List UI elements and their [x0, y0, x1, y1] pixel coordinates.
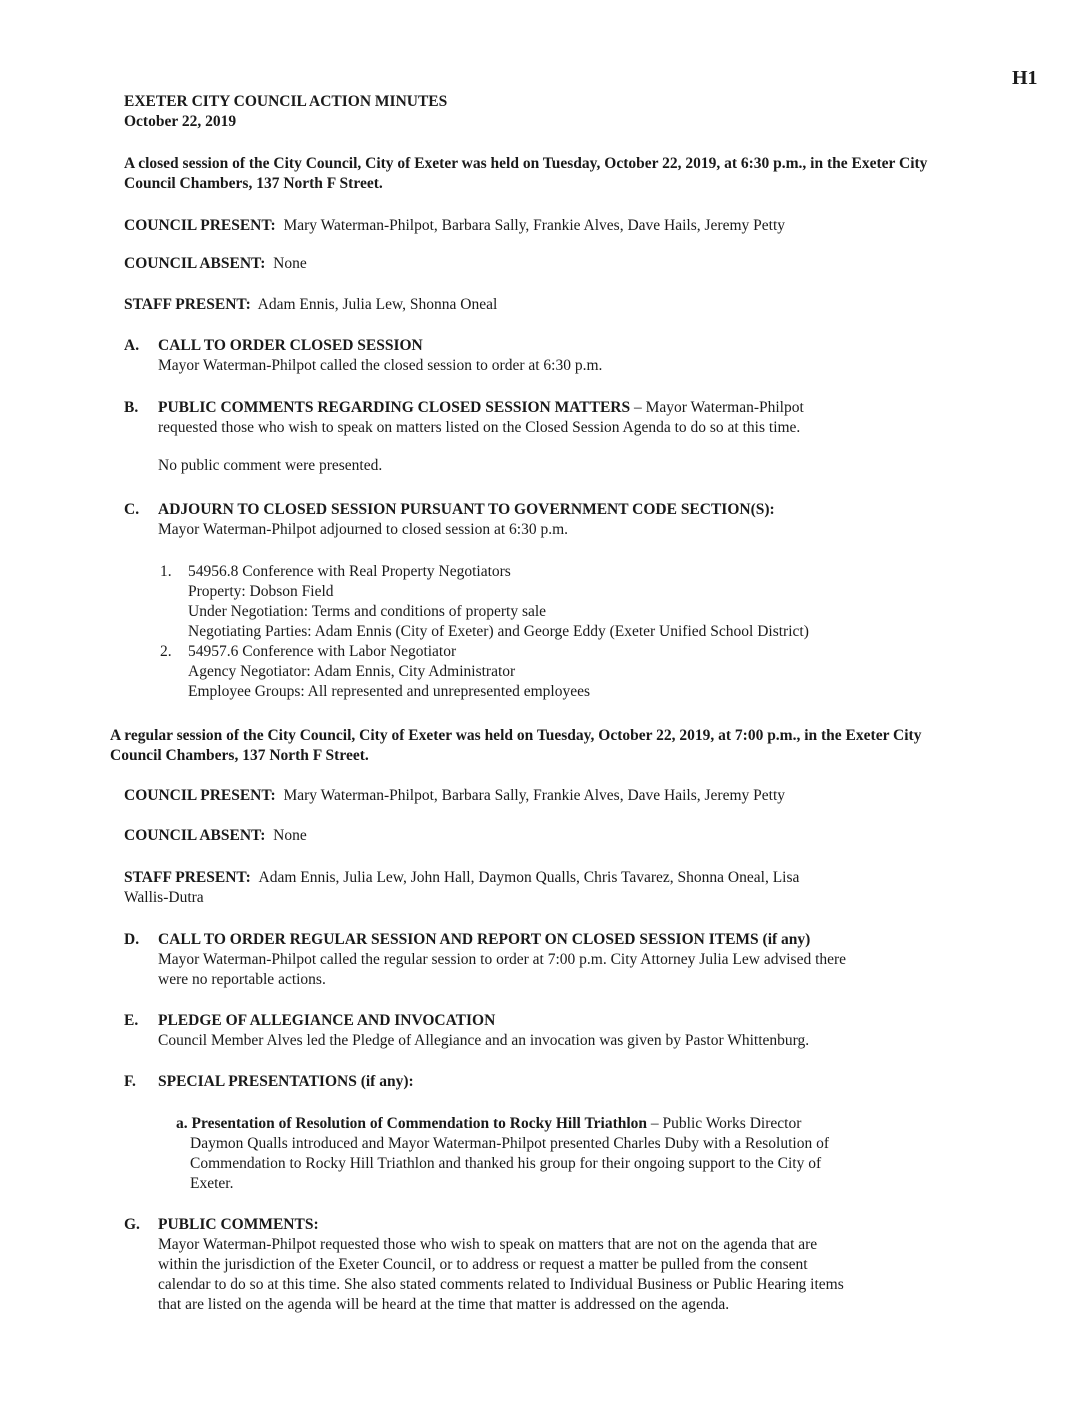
council-absent-label: COUNCIL ABSENT:	[124, 255, 266, 272]
council-absent-names: None	[273, 827, 307, 844]
staff-present-label: STAFF PRESENT:	[124, 869, 251, 886]
item-text-line1: – Mayor Waterman-Philpot	[630, 399, 804, 416]
list-title: 54957.6 Conference with Labor Negotiator	[188, 643, 457, 660]
presentation-line1	[176, 1114, 956, 1134]
item-letter: D.	[124, 931, 140, 948]
council-present-names: Mary Waterman-Philpot, Barbara Sally, Frankie Alves, Dave Hails, Jeremy Petty	[283, 787, 786, 804]
item-letter: G.	[124, 1216, 140, 1233]
agenda-item-f	[124, 1072, 964, 1092]
item-letter: B.	[124, 399, 139, 416]
item-text: Mayor Waterman-Philpot called the closed session to order at 6:30 p.m.	[158, 357, 603, 374]
council-present-names: Mary Waterman-Philpot, Barbara Sally, Frankie Alves, Dave Hails, Jeremy Petty	[283, 217, 786, 234]
staff-present-line2: Wallis-Dutra	[124, 889, 204, 906]
special-presentation-a	[176, 1114, 956, 1194]
item-letter: A.	[124, 337, 140, 354]
item-text: Council Member Alves led the Pledge of Allegiance and an invocation was given by Pastor Whittenburg.	[158, 1032, 810, 1049]
item-text-line1: Mayor Waterman-Philpot requested those who wish to speak on matters that are not on the agenda that are	[158, 1236, 818, 1253]
agenda-item-c	[124, 500, 964, 540]
item-text: Mayor Waterman-Philpot adjourned to closed session at 6:30 p.m.	[158, 521, 569, 538]
list-detail: Employee Groups: All represented and unrepresented employees	[188, 683, 591, 700]
closed-council-present	[124, 216, 785, 236]
list-detail: Under Negotiation: Terms and conditions of property sale	[188, 603, 547, 620]
agenda-item-g	[124, 1215, 964, 1315]
item-heading: PUBLIC COMMENTS REGARDING CLOSED SESSION MATTERS	[158, 399, 631, 416]
council-absent-label: COUNCIL ABSENT:	[124, 827, 266, 844]
presentation-label: a.	[176, 1115, 188, 1132]
list-detail: Property: Dobson Field	[188, 583, 334, 600]
regular-council-present	[124, 786, 785, 806]
staff-present-label: STAFF PRESENT:	[124, 296, 251, 313]
regular-staff-present	[124, 868, 964, 908]
agenda-item-d	[124, 930, 964, 990]
item-text-line4: that are listed on the agenda will be heard at the time that matter is addressed on the agenda.	[158, 1296, 730, 1313]
item-heading: PUBLIC COMMENTS:	[158, 1216, 319, 1233]
council-present-label: COUNCIL PRESENT:	[124, 217, 276, 234]
council-present-label: COUNCIL PRESENT:	[124, 787, 276, 804]
list-number: 1.	[160, 563, 172, 580]
item-text-line1: Mayor Waterman-Philpot called the regular session to order at 7:00 p.m. City Attorney Julia Lew advised there	[158, 951, 847, 968]
staff-present-line1	[124, 868, 964, 888]
closed-session-list	[160, 562, 960, 702]
item-note: No public comment were presented.	[158, 457, 383, 474]
document-title: EXETER CITY COUNCIL ACTION MINUTES	[124, 93, 448, 110]
presentation-text-line4: Exeter.	[190, 1175, 234, 1192]
item-text-line2: were no reportable actions.	[158, 971, 326, 988]
item-heading: PLEDGE OF ALLEGIANCE AND INVOCATION	[158, 1012, 496, 1029]
presentation-text-line3: Commendation to Rocky Hill Triathlon and thanked his group for their ongoing support to the City of	[190, 1155, 822, 1172]
list-number: 2.	[160, 643, 172, 660]
item-heading: CALL TO ORDER CLOSED SESSION	[158, 337, 423, 354]
staff-present-names: Adam Ennis, Julia Lew, John Hall, Daymon Qualls, Chris Tavarez, Shonna Oneal, Lisa	[258, 869, 800, 886]
list-detail: Negotiating Parties: Adam Ennis (City of Exeter) and George Eddy (Exeter Unified School District)	[188, 623, 809, 640]
item-heading: SPECIAL PRESENTATIONS (if any):	[158, 1073, 414, 1090]
agenda-item-b	[124, 398, 964, 476]
regular-council-absent	[124, 826, 307, 846]
closed-council-absent	[124, 254, 307, 274]
item-heading-line	[158, 398, 964, 418]
presentation-text-line1: – Public Works Director	[647, 1115, 802, 1132]
agenda-item-a	[124, 336, 964, 376]
regular-session-intro: A regular session of the City Council, City of Exeter was held on Tuesday, October 22, 2019, at 7:00 p.m., in the Exeter City Council Chambers, 137 North F Street.	[110, 727, 922, 764]
presentation-text-line2: Daymon Qualls introduced and Mayor Waterman-Philpot presented Charles Duby with a Resolution of	[190, 1135, 830, 1152]
item-letter: F.	[124, 1073, 136, 1090]
list-item	[160, 642, 960, 662]
list-detail: Agency Negotiator: Adam Ennis, City Administrator	[188, 663, 516, 680]
item-letter: E.	[124, 1012, 139, 1029]
item-heading: CALL TO ORDER REGULAR SESSION AND REPORT ON CLOSED SESSION ITEMS (if any)	[158, 931, 811, 948]
staff-present-names: Adam Ennis, Julia Lew, Shonna Oneal	[257, 296, 498, 313]
document-date: October 22, 2019	[124, 113, 237, 130]
item-text-line2: within the jurisdiction of the Exeter Council, or to address or request a matter be pulled from the consent	[158, 1256, 808, 1273]
list-title: 54956.8 Conference with Real Property Negotiators	[188, 563, 511, 580]
item-letter: C.	[124, 501, 140, 518]
agenda-item-e	[124, 1011, 964, 1051]
closed-staff-present	[124, 295, 497, 315]
list-item	[160, 562, 960, 582]
presentation-title: Presentation of Resolution of Commendation to Rocky Hill Triathlon	[191, 1115, 648, 1132]
council-absent-names: None	[273, 255, 307, 272]
item-text-line2: requested those who wish to speak on matters listed on the Closed Session Agenda to do so at this time.	[158, 419, 801, 436]
closed-session-intro: A closed session of the City Council, City of Exeter was held on Tuesday, October 22, 2019, at 6:30 p.m., in the Exeter City Council Chambers, 137 North F Street.	[124, 155, 928, 192]
item-text-line3: calendar to do so at this time. She also stated comments related to Individual Business or Public Hearing items	[158, 1276, 844, 1293]
page-identifier: H1	[1012, 67, 1038, 89]
item-heading: ADJOURN TO CLOSED SESSION PURSUANT TO GOVERNMENT CODE SECTION(S):	[158, 501, 775, 518]
